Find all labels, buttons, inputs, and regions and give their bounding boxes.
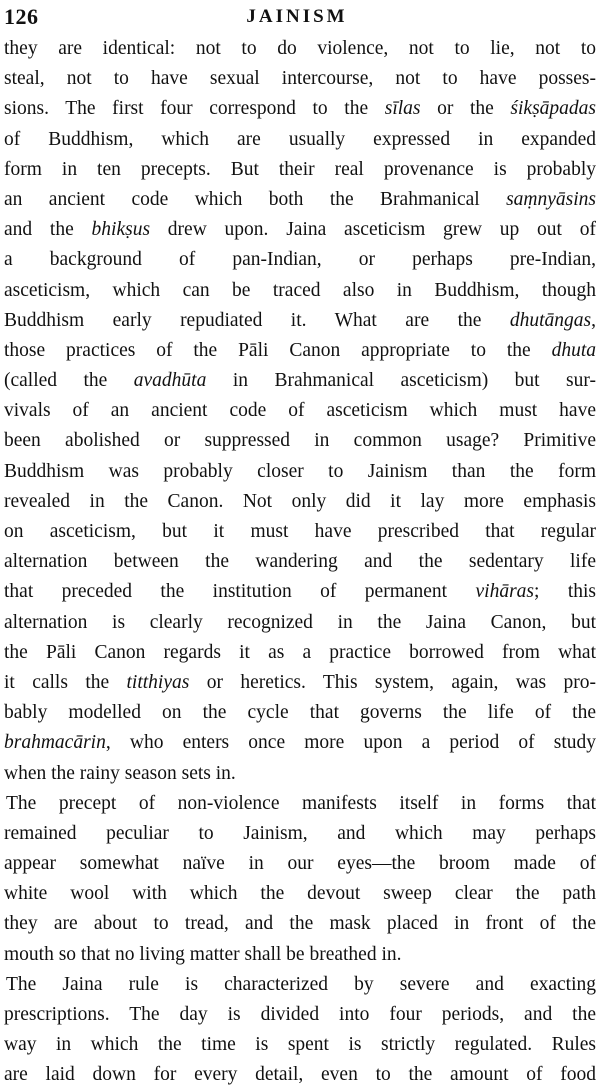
text-line: an ancient code which both the Brahmanical saṃnyāsins xyxy=(4,188,596,210)
text-line: asceticism, which can be traced also in Buddhism, though xyxy=(4,279,596,301)
text-line: bably modelled on the cycle that governs the life of the xyxy=(4,702,596,724)
text-line: form in ten precepts. But their real provenance is probably xyxy=(4,158,596,180)
text-line: steal, not to have sexual intercourse, not to have posses- xyxy=(4,68,596,90)
text-line: Buddhism was probably closer to Jainism than the form xyxy=(4,460,596,482)
text-line: that preceded the institution of permanent vihāras; this xyxy=(4,581,596,603)
page-header xyxy=(4,4,590,34)
text-line: they are identical: not to do violence, not to lie, not to xyxy=(4,38,596,59)
text-line: they are about to tread, and the mask placed in front of the xyxy=(4,913,596,935)
body-text xyxy=(4,34,596,1091)
text-line: those practices of the Pāli Canon appropriate to the dhuta xyxy=(4,339,596,361)
text-line: alternation is clearly recognized in the Jaina Canon, but xyxy=(4,611,596,633)
text-line: sions. The first four correspond to the sīlas or the śikṣāpadas xyxy=(4,98,596,120)
text-line: a background of pan-Indian, or perhaps pre-Indian, xyxy=(4,249,596,271)
text-line: vivals of an ancient code of asceticism which must have xyxy=(4,400,596,422)
text-line: revealed in the Canon. Not only did it lay more emphasis xyxy=(4,490,596,512)
text-line: when the rainy season sets in. xyxy=(4,762,236,784)
text-line: and the bhikṣus drew upon. Jaina asceticism grew up out of xyxy=(4,219,596,241)
page-number: 126 xyxy=(4,4,39,29)
text-line: appear somewhat naïve in our eyes—the broom made of xyxy=(4,853,596,875)
text-line: prescriptions. The day is divided into four periods, and the xyxy=(4,1004,596,1025)
text-line: white wool with which the devout sweep clear the path xyxy=(4,883,596,905)
text-line: Buddhism early repudiated it. What are the dhutāngas, xyxy=(4,309,596,331)
text-line: on asceticism, but it must have prescribed that regular xyxy=(4,521,596,542)
text-line: been abolished or suppressed in common usage? Primitive xyxy=(4,430,596,452)
text-line: alternation between the wandering and the sedentary life xyxy=(4,551,596,573)
text-line: (called the avadhūta in Brahmanical asceticism) but sur- xyxy=(4,370,596,392)
text-line: of Buddhism, which are usually expressed in expanded xyxy=(4,128,596,150)
text-line: The precept of non-violence manifests itself in forms that xyxy=(6,792,596,814)
text-line: remained peculiar to Jainism, and which may perhaps xyxy=(4,822,596,844)
text-line: way in which the time is spent is strictly regulated. Rules xyxy=(4,1034,596,1056)
text-line: the Pāli Canon regards it as a practice borrowed from what xyxy=(4,641,596,663)
text-line: The Jaina rule is characterized by severe and exacting xyxy=(6,973,596,995)
text-line: mouth so that no living matter shall be breathed in. xyxy=(4,943,402,965)
running-head: JAINISM xyxy=(246,6,348,27)
text-line: are laid down for every detail, even to the amount of food xyxy=(4,1064,596,1086)
text-line: it calls the titthiyas or heretics. This system, again, was pro- xyxy=(4,671,596,693)
text-line: brahmacārin, who enters once more upon a period of study xyxy=(4,732,596,754)
